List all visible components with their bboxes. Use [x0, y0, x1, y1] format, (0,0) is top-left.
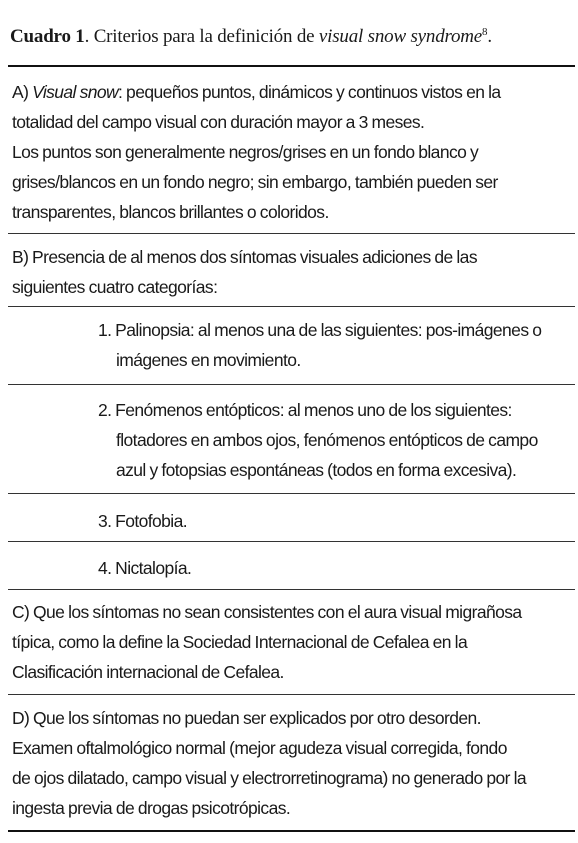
row-divider	[8, 694, 575, 695]
criterion-b2-line: flotadores en ambos ojos, fenómenos entópticos de campo	[116, 430, 538, 450]
criterion-d-line: D) Que los síntomas no puedan ser explicados por otro desorden.	[12, 708, 481, 728]
criterion-b3-line: 3. Fotofobia.	[98, 511, 187, 531]
criterion-b	[12, 242, 574, 302]
criterion-a-line: transparentes, blancos brillantes o coloridos.	[12, 202, 329, 222]
row-divider	[8, 306, 575, 307]
criterion-a-term: Visual snow	[32, 82, 119, 102]
criterion-b4-line: 4. Nictalopía.	[98, 558, 192, 578]
caption-text: . Criterios para la definición de	[84, 26, 319, 47]
caption-end: .	[487, 26, 492, 47]
criterion-b2-line: azul y fotopsias espontáneas (todos en forma excesiva).	[116, 460, 517, 480]
row-divider	[8, 384, 575, 385]
criterion-b-line: B) Presencia de al menos dos síntomas visuales adiciones de las	[12, 247, 477, 267]
criterion-d	[12, 703, 574, 823]
row-divider	[8, 589, 575, 590]
caption-italic-term: visual snow syndrome	[318, 26, 483, 47]
criterion-a-prefix: A)	[12, 82, 33, 102]
table-top-rule	[8, 65, 575, 67]
criterion-a-line: totalidad del campo visual con duración mayor a 3 meses.	[12, 112, 425, 132]
criterion-c	[12, 597, 574, 687]
criterion-b2-line: 2. Fenómenos entópticos: al menos uno de los siguientes:	[98, 400, 512, 420]
criterion-b-line: siguientes cuatro categorías:	[12, 277, 218, 297]
criterion-b1-line: 1. Palinopsia: al menos una de las siguientes: pos-imágenes o	[98, 320, 542, 340]
criterion-c-line: Clasificación internacional de Cefalea.	[12, 662, 284, 682]
criterion-b1-line: imágenes en movimiento.	[116, 350, 301, 370]
criterion-a-line: grises/blancos en un fondo negro; sin embargo, también pueden ser	[12, 172, 498, 192]
row-divider	[8, 233, 575, 234]
criterion-a-text: : pequeños puntos, dinámicos y continuos vistos en la	[118, 82, 501, 102]
criterion-b1	[98, 315, 574, 375]
criterion-d-line: Examen oftalmológico normal (mejor agudeza visual corregida, fondo	[12, 738, 507, 758]
criterion-a-line	[12, 77, 574, 107]
row-divider	[8, 493, 575, 494]
table-bottom-rule	[8, 830, 575, 832]
criterion-b4	[98, 553, 574, 583]
criterion-c-line: C) Que los síntomas no sean consistentes con el aura visual migrañosa	[12, 602, 522, 622]
table-caption	[10, 26, 492, 48]
criterion-d-line: de ojos dilatado, campo visual y electrorretinograma) no generado por la	[12, 768, 527, 788]
caption-label: Cuadro 1	[10, 26, 85, 47]
caption-reference: 8	[482, 26, 488, 38]
criterion-d-line: ingesta previa de drogas psicotrópicas.	[12, 798, 291, 818]
criterion-a-line: Los puntos son generalmente negros/grises en un fondo blanco y	[12, 142, 479, 162]
criterion-b3	[98, 506, 574, 536]
criterion-b2	[98, 395, 574, 485]
row-divider	[8, 541, 575, 542]
criterion-a	[12, 77, 574, 227]
criterion-c-line: típica, como la define la Sociedad Internacional de Cefalea en la	[12, 632, 468, 652]
